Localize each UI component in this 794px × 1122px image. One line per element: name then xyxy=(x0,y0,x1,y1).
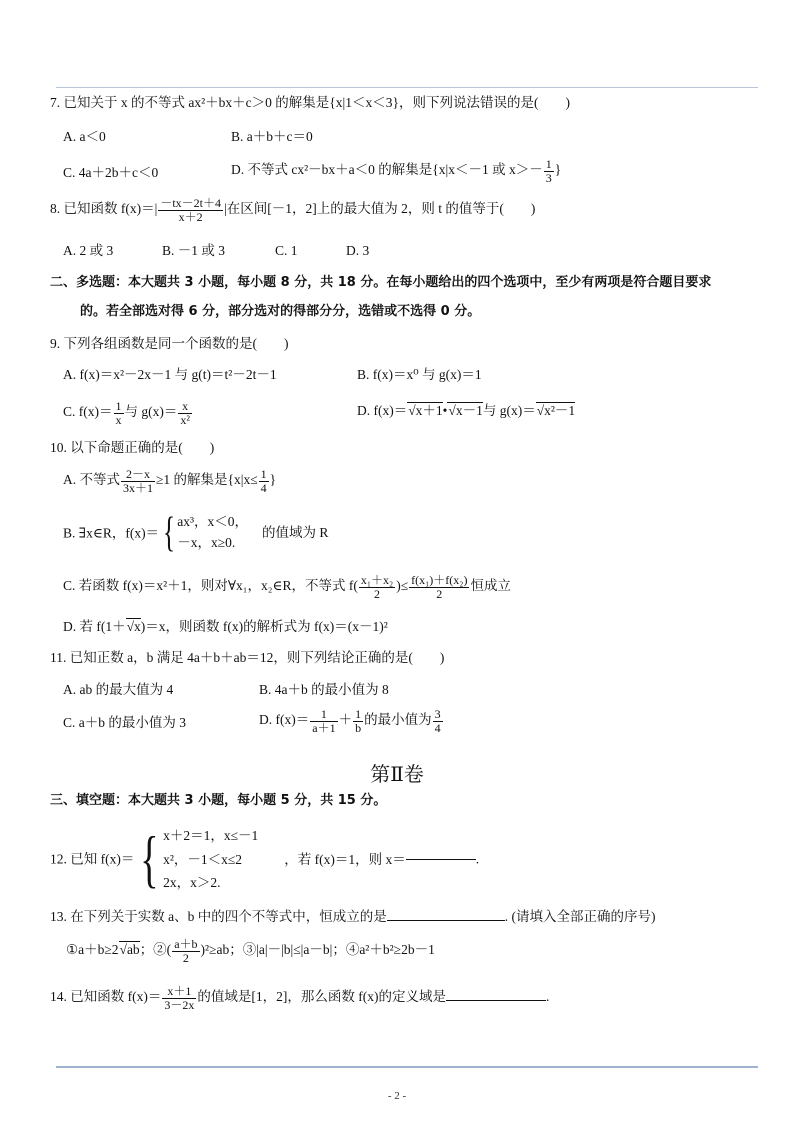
q12-answer-blank[interactable] xyxy=(406,859,476,860)
q7-option-c: C. 4a＋2b＋c＜0 xyxy=(63,165,159,180)
left-brace: { xyxy=(163,510,176,556)
q9-option-c: C. f(x)＝ $\frac{1}{x}$ 与 g(x)＝ $\frac{x}{\text{x²}}$ xyxy=(63,399,190,427)
q11-stem: 11. 已知正数 a，b 满足 4a＋b＋ab＝12，则下列结论正确的是( ) xyxy=(50,650,445,665)
q8-stem: 8. 已知函数 f(x)＝| $\frac{-tx-2t+4}{x+2}$ |在区间[－1，2]上的最大值为 2，则 t 的值等于( ) xyxy=(50,196,536,224)
left-brace: { xyxy=(140,823,159,895)
q13-stem: 13. 在下列关于实数 a、b 中的四个不等式中，恒成立的是 . (请填入全部正确的序号) xyxy=(50,909,656,924)
q8-option-c: C. 1 xyxy=(275,243,298,258)
q14-answer-blank[interactable] xyxy=(446,1000,546,1001)
q7-option-b: B. a＋b＋c＝0 xyxy=(231,129,313,144)
q7-option-a: A. a＜0 xyxy=(63,129,106,144)
q11-option-a: A. ab 的最大值为 4 xyxy=(63,682,174,697)
q8-option-a: A. 2 或 3 xyxy=(63,243,114,258)
q11-option-b: B. 4a＋b 的最小值为 8 xyxy=(259,682,389,697)
page-number: - 2 - xyxy=(387,1090,407,1102)
header-rule xyxy=(56,87,758,88)
q8-option-d: D. 3 xyxy=(346,243,370,258)
q7-d-fraction: $\frac{1}{3}$ xyxy=(545,157,552,185)
part-two-title: 第Ⅱ卷 xyxy=(370,764,424,786)
q10-option-c: C. 若函数 f(x)＝x²＋1，则对∀x₁，x₂∈R，不等式 f( $\frac{\text{x₁＋x₂}}{2}$ )≤ $\frac{\text{f(x₁)＋f(x₂)}}{2}$ 恒成立 xyxy=(63,573,511,601)
q10-stem: 10. 以下命题正确的是( ) xyxy=(50,440,215,455)
footer-rule xyxy=(56,1066,758,1068)
q10-option-a: A. 不等式 $\frac{2-x}{3x+1}$ ≥1 的解集是{x|x≤ $\frac{1}{4}$ } xyxy=(63,467,277,495)
q8-option-b: B. －1 或 3 xyxy=(162,243,226,258)
q9-option-d: D. f(x)＝√ x＋1•√ x－1与 g(x)＝√ x²－1 xyxy=(357,404,575,418)
q14-stem: 14. 已知函数 f(x)＝ $\frac{x+1}{3-2x}$ 的值域是[1，2]，那么函数 f(x)的定义域是 . xyxy=(50,984,550,1012)
q11-option-d: D. f(x)＝ $\frac{1}{a+1}$ ＋ $\frac{1}{b}$ 的最小值为 $\frac{3}{4}$ xyxy=(259,707,441,735)
q9-option-a: A. f(x)＝x²－2x－1 与 g(t)＝t²－2t－1 xyxy=(63,367,277,382)
q9-stem: 9. 下列各组函数是同一个函数的是( ) xyxy=(50,336,289,351)
q10-option-b: B. ∃x∈R，f(x)＝{ ax³，x＜0， －x，x≥0. 的值域为 R xyxy=(63,510,329,556)
q11-option-c: C. a＋b 的最小值为 3 xyxy=(63,715,186,730)
q8-fraction: $\frac{-tx-2t+4}{x+2}$ xyxy=(160,196,221,224)
section2-heading-line2: 的。若全部选对得 6 分，部分选对的得部分分，选错或不选得 0 分。 xyxy=(80,304,481,319)
q7-stem: 7. 已知关于 x 的不等式 ax²＋bx＋c＞0 的解集是{x|1＜x＜3}，则下列说法错误的是( ) xyxy=(50,95,570,110)
section3-heading: 三、填空题：本大题共 3 小题，每小题 5 分，共 15 分。 xyxy=(50,793,387,808)
q13-options: ①a＋b≥2√ ab；②( $\frac{a+b}{2}$ )²≥ab；③|a|－|b|≤|a－b|；④a²＋b²≥2b－1 xyxy=(66,938,435,964)
q7-option-d: D. 不等式 cx²－bx＋a＜0 的解集是{x|x＜－1 或 x＞－ $\frac{1}{3}$ } xyxy=(231,157,562,185)
section2-heading-line1: 二、多选题：本大题共 3 小题，每小题 8 分，共 18 分。在每小题给出的四个选项中，至少有两项是符合题目要求 xyxy=(50,275,712,290)
q10-option-d: D. 若 f(1＋√ x)＝x，则函数 f(x)的解析式为 f(x)＝(x－1)² xyxy=(63,620,388,634)
q12-stem: 12. 已知 f(x)＝{ x＋2＝1，x≤－1 x²，－1＜x≤2 2x，x＞2. ，若 f(x)＝1，则 x＝ . xyxy=(50,823,480,895)
q9-option-b: B. f(x)＝x⁰ 与 g(x)＝1 xyxy=(357,367,482,382)
q13-answer-blank[interactable] xyxy=(387,920,505,921)
